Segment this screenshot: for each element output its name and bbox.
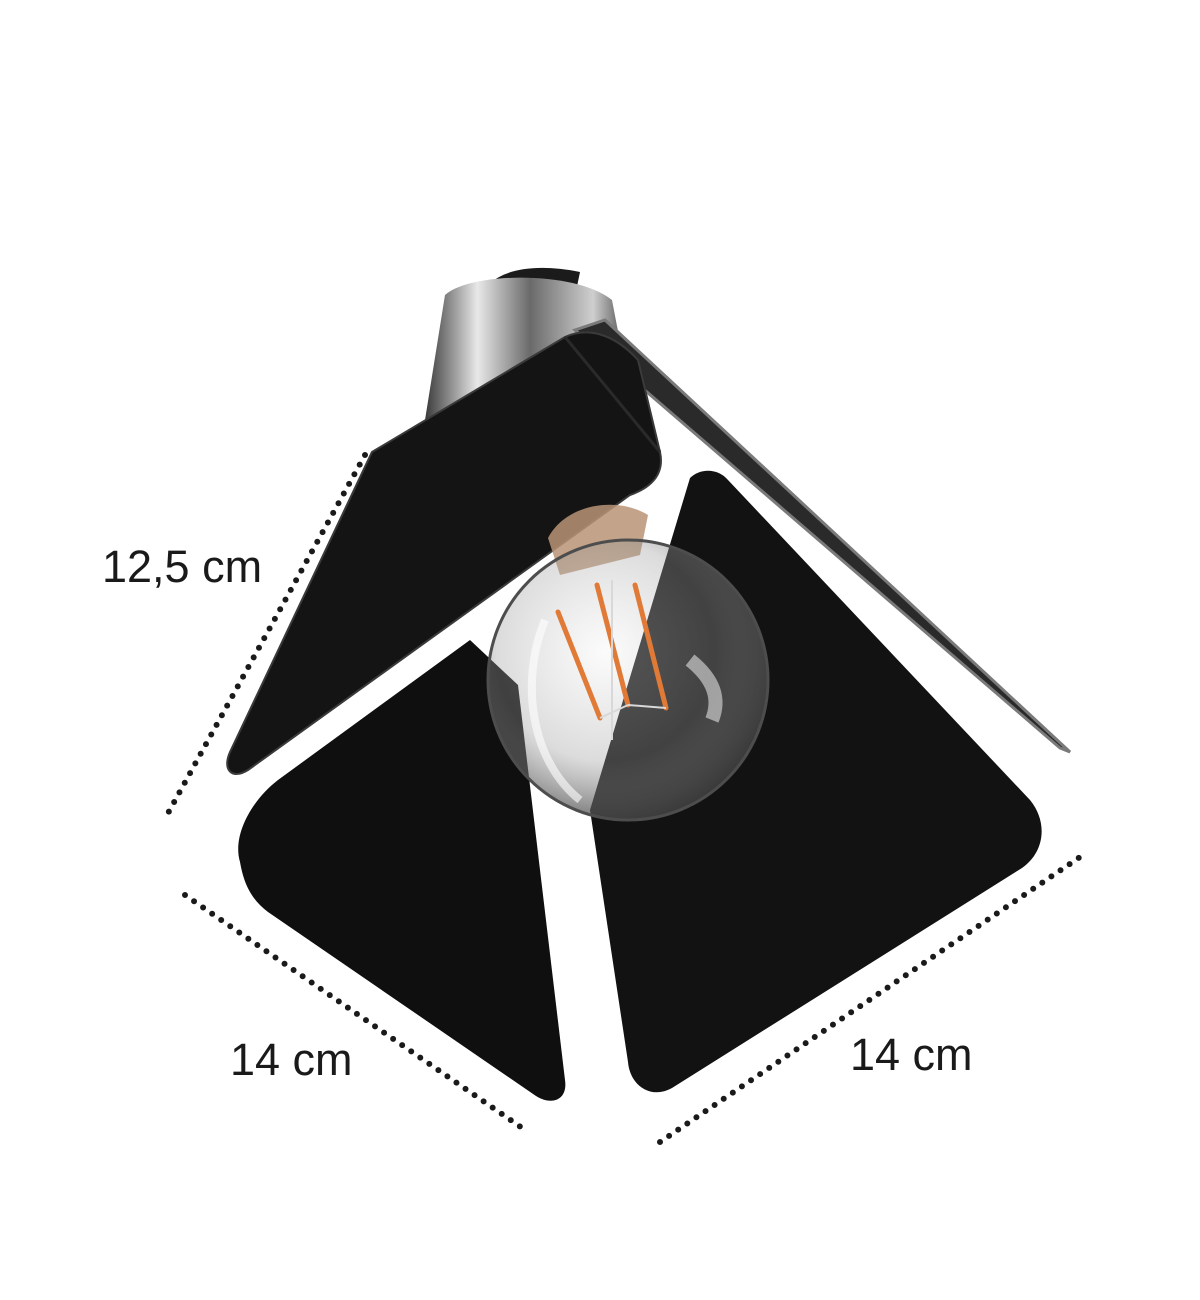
left-width-dimension-label: 14 cm [230,1034,353,1085]
right-width-dimension-label: 14 cm [850,1029,973,1080]
height-dimension-label: 12,5 cm [102,541,263,592]
